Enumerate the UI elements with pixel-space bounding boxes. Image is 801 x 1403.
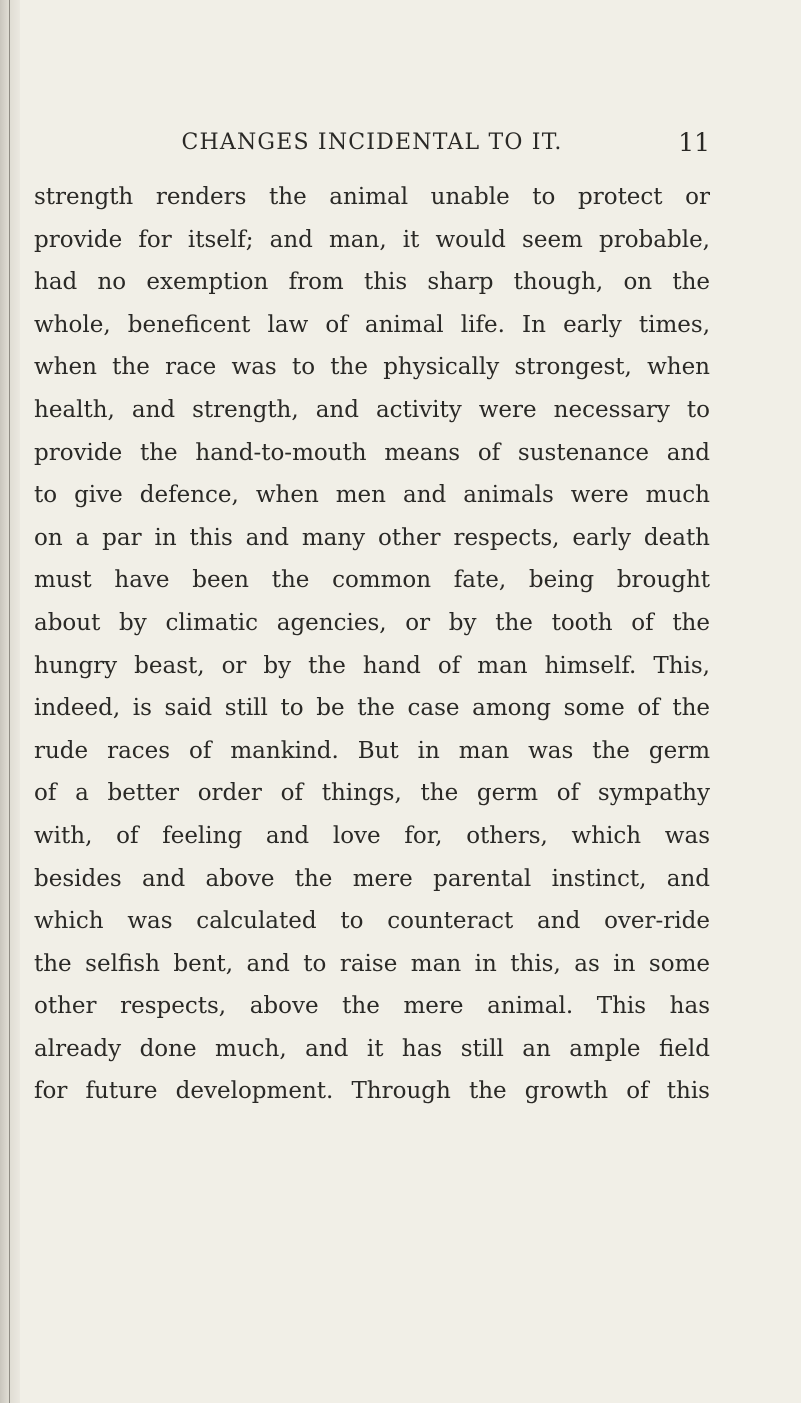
text-line: about by climatic agencies, or by the tooth of the — [34, 609, 710, 636]
text-line: which was calculated to counteract and over-ride — [34, 908, 710, 935]
text-line: health, and strength, and activity were necessary to — [34, 396, 710, 423]
page-number: 11 — [678, 128, 710, 157]
text-line: hungry beast, or by the hand of man himself. This, — [34, 652, 710, 679]
text-line: provide the hand-to-mouth means of sustenance and — [34, 439, 710, 466]
running-head — [34, 130, 710, 170]
text-line: indeed, is said still to be the case among some of the — [34, 695, 710, 722]
text-line: rude races of mankind. But in man was the germ — [34, 737, 710, 764]
text-line: for future development. Through the growth of this — [34, 1078, 710, 1105]
text-line: strength renders the animal unable to protect or — [34, 184, 710, 210]
text-line: whole, beneficent law of animal life. In early times, — [34, 311, 710, 338]
body-text — [34, 176, 710, 1113]
text-line: with, of feeling and love for, others, which was — [34, 822, 710, 849]
text-line: to give defence, when men and animals were much — [34, 482, 710, 509]
text-line: had no exemption from this sharp though, on the — [34, 269, 710, 296]
text-line: other respects, above the mere animal. This has — [34, 993, 710, 1020]
text-line: provide for itself; and man, it would seem probable, — [34, 226, 710, 253]
text-line: on a par in this and many other respects, early death — [34, 524, 710, 551]
running-title: CHANGES INCIDENTAL TO IT. — [181, 130, 563, 155]
text-line: the selfish bent, and to raise man in this, as in some — [34, 950, 710, 977]
text-line: must have been the common fate, being brought — [34, 567, 710, 594]
text-line: when the race was to the physically strongest, when — [34, 354, 710, 381]
text-line: already done much, and it has still an ample field — [34, 1035, 710, 1062]
text-line: besides and above the mere parental instinct, and — [34, 865, 710, 892]
text-line: of a better order of things, the germ of sympathy — [34, 780, 710, 807]
